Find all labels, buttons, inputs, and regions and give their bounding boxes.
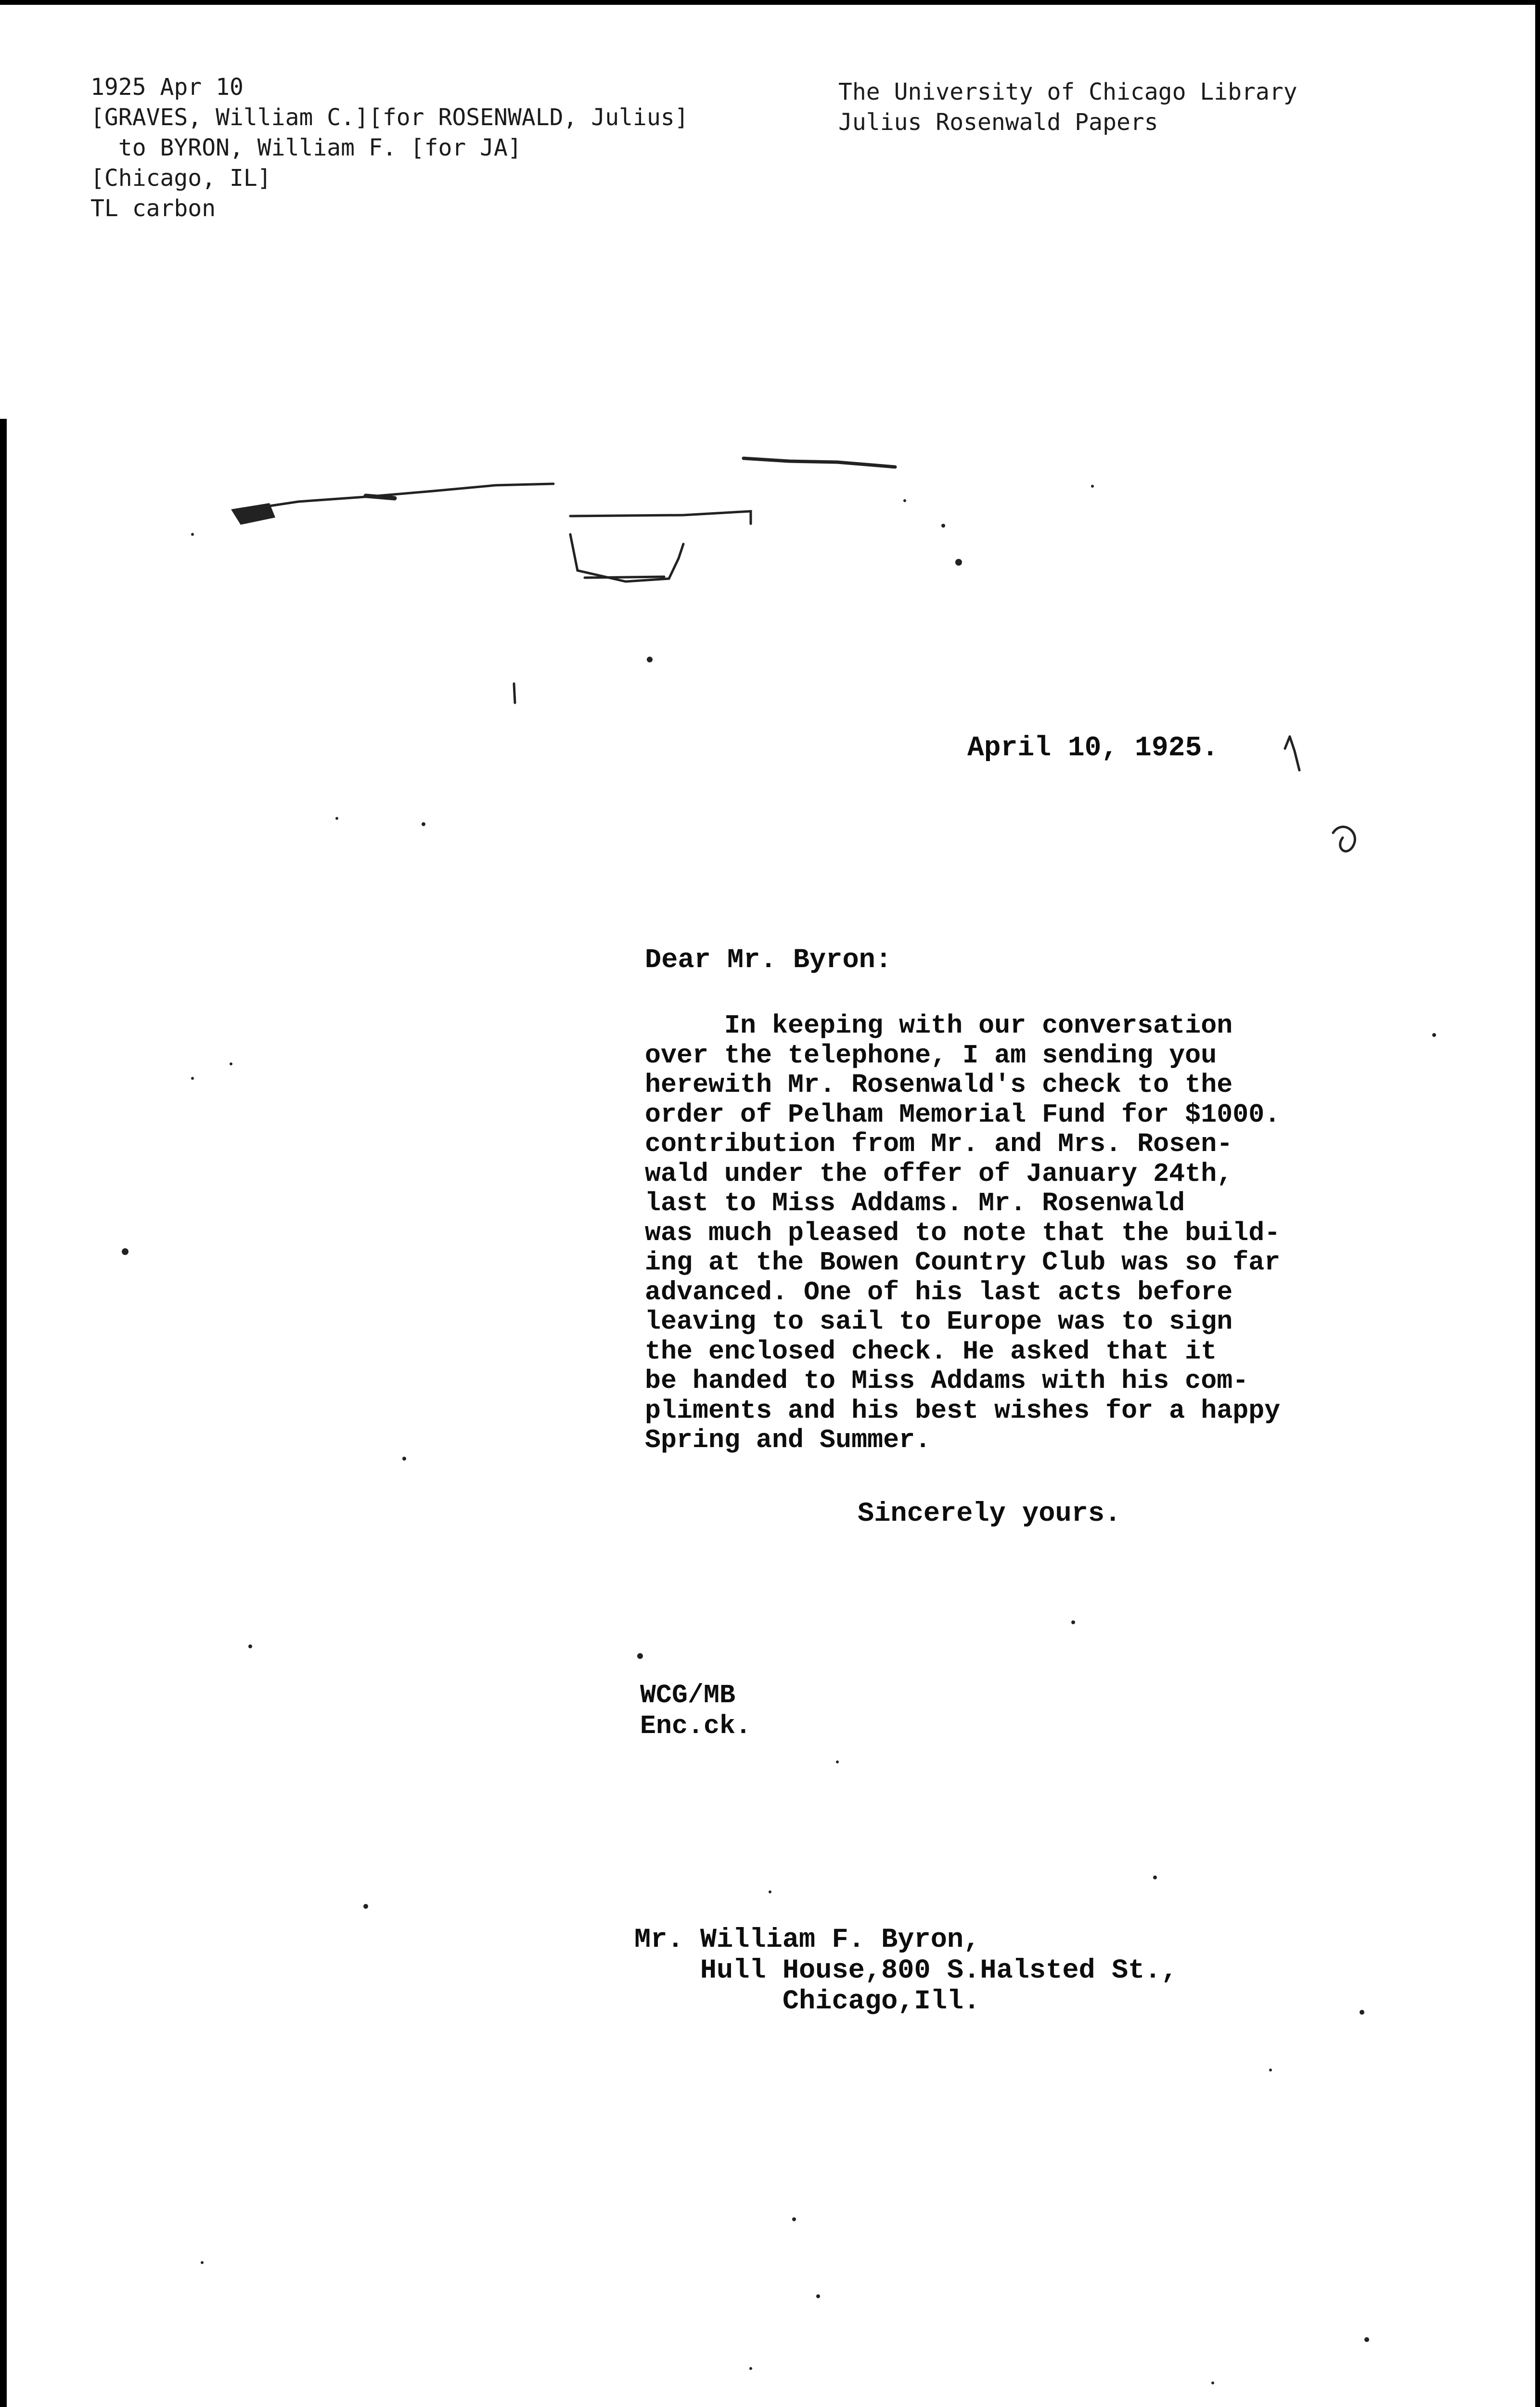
- body-line: herewith Mr. Rosenwald's check to the: [645, 1070, 1233, 1100]
- archive-source: [838, 77, 1297, 138]
- reference-line: Enc.ck.: [640, 1711, 752, 1741]
- body-line: wald under the offer of January 24th,: [645, 1158, 1233, 1189]
- archive-citation: [90, 72, 689, 224]
- body-line: order of Pelham Memorial Fund for $1000.: [645, 1099, 1281, 1130]
- citation-line: to BYRON, William F. [for JA]: [90, 134, 522, 161]
- body-line: ing at the Bowen Country Club was so far: [645, 1247, 1281, 1278]
- address-line: Chicago,Ill.: [634, 1986, 980, 2017]
- body-line: be handed to Miss Addams with his com-: [645, 1366, 1249, 1396]
- citation-line: [Chicago, IL]: [90, 165, 271, 192]
- body-line: was much pleased to note that the build-: [645, 1217, 1281, 1248]
- body-line: contribution from Mr. and Mrs. Rosen-: [645, 1129, 1233, 1159]
- reference-line: WCG/MB: [640, 1680, 736, 1710]
- recipient-address: [634, 1925, 1178, 2017]
- source-line: Julius Rosenwald Papers: [838, 109, 1158, 136]
- body-line: In keeping with our conversation: [645, 1010, 1233, 1041]
- body-line: Spring and Summer.: [645, 1425, 931, 1455]
- body-line: over the telephone, I am sending you: [645, 1040, 1217, 1071]
- address-line: Hull House,800 S.Halsted St.,: [634, 1955, 1178, 1986]
- citation-line: [GRAVES, William C.][for ROSENWALD, Julius]: [90, 104, 689, 131]
- body-line: last to Miss Addams. Mr. Rosenwald: [645, 1188, 1185, 1218]
- body-line: the enclosed check. He asked that it: [645, 1336, 1217, 1367]
- citation-line: 1925 Apr 10: [90, 74, 244, 101]
- letter-body: [645, 1011, 1280, 1455]
- letter-date: April 10, 1925.: [967, 733, 1219, 764]
- source-line: The University of Chicago Library: [838, 78, 1297, 105]
- body-line: leaving to sail to Europe was to sign: [645, 1307, 1233, 1337]
- body-line: pliments and his best wishes for a happy: [645, 1395, 1281, 1426]
- letter-closing: Sincerely yours.: [858, 1499, 1121, 1529]
- reference-initials: [640, 1680, 751, 1742]
- citation-line: TL carbon: [90, 195, 216, 222]
- address-line: Mr. William F. Byron,: [634, 1925, 980, 1955]
- body-line: advanced. One of his last acts before: [645, 1277, 1233, 1307]
- letter-salutation: Dear Mr. Byron:: [645, 945, 892, 976]
